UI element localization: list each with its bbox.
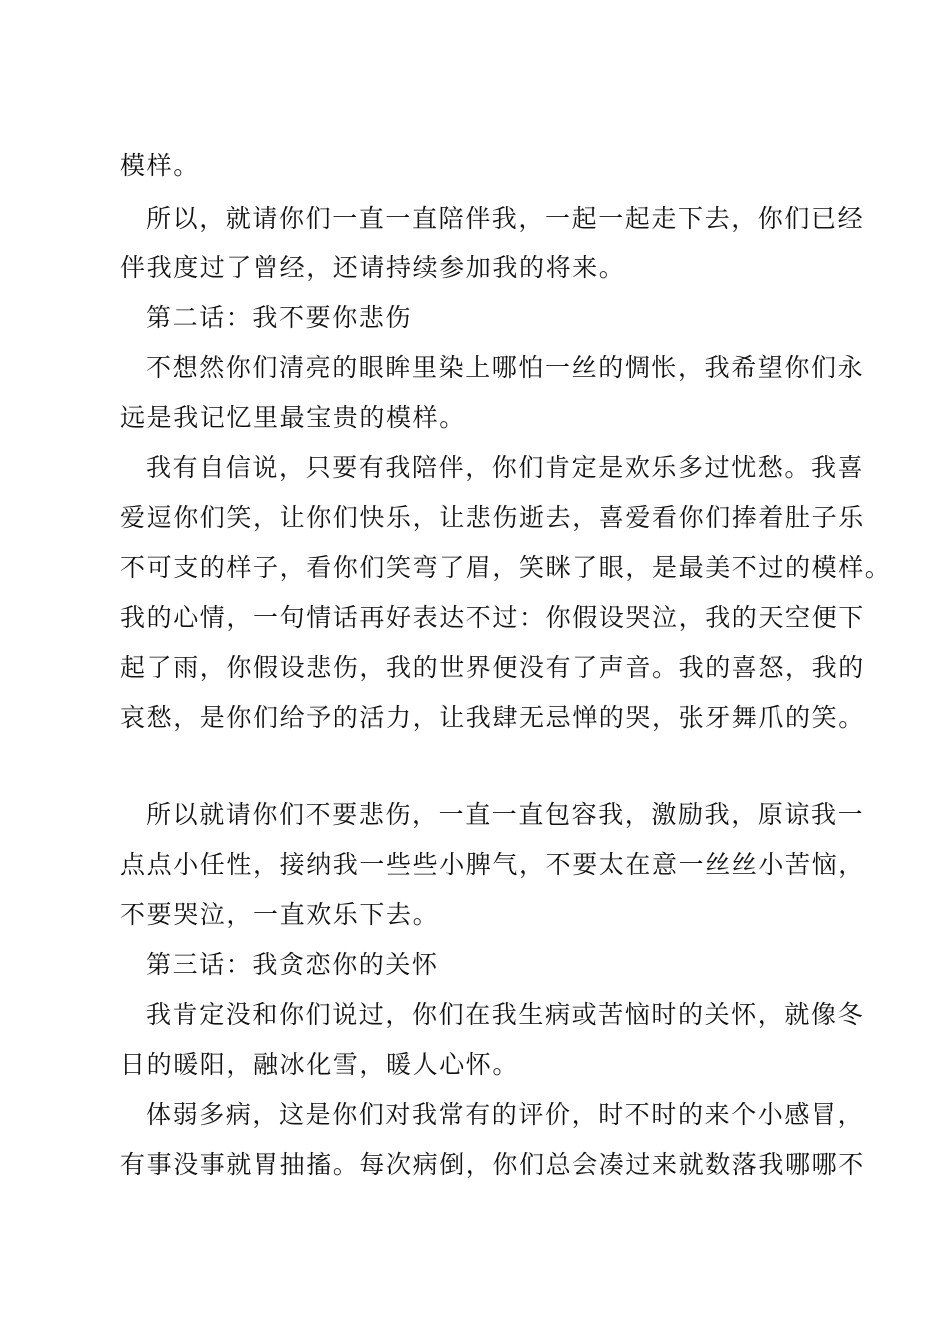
text-line: 我的心情，一句情话再好表达不过：你假设哭泣，我的天空便下 xyxy=(120,603,865,632)
text-line: 有事没事就胃抽搐。每次病倒，你们总会凑过来就数落我哪哪不 xyxy=(120,1150,865,1179)
text-line: 不可支的样子，看你们笑弯了眉，笑眯了眼，是最美不过的模样。 xyxy=(120,553,892,582)
section-heading: 第三话：我贪恋你的关怀 xyxy=(146,950,439,979)
text-line: 日的暖阳，融冰化雪，暖人心怀。 xyxy=(120,1050,520,1079)
text-line: 哀愁，是你们给予的活力，让我肆无忌惮的哭，张牙舞爪的笑。 xyxy=(120,703,865,732)
section-heading: 第二话：我不要你悲伤 xyxy=(146,303,413,332)
text-line: 不想然你们清亮的眼眸里染上哪怕一丝的惆怅，我希望你们永 xyxy=(146,353,865,382)
text-line: 我有自信说，只要有我陪伴，你们肯定是欢乐多过忧愁。我喜 xyxy=(146,453,865,482)
text-line: 点点小任性，接纳我一些些小脾气，不要太在意一丝丝小苦恼， xyxy=(120,850,865,879)
text-line: 我肯定没和你们说过，你们在我生病或苦恼时的关怀，就像冬 xyxy=(146,1000,865,1029)
text-line: 爱逗你们笑，让你们快乐，让悲伤逝去，喜爱看你们捧着肚子乐 xyxy=(120,503,865,532)
text-line: 模样。 xyxy=(120,151,200,180)
text-line: 伴我度过了曾经，还请持续参加我的将来。 xyxy=(120,253,626,282)
text-line: 起了雨，你假设悲伤，我的世界便没有了声音。我的喜怒，我的 xyxy=(120,653,865,682)
text-line: 远是我记忆里最宝贵的模样。 xyxy=(120,403,466,432)
text-line: 体弱多病，这是你们对我常有的评价，时不时的来个小感冒， xyxy=(146,1100,865,1129)
text-line: 不要哭泣，一直欢乐下去。 xyxy=(120,900,440,929)
text-line: 所以，就请你们一直一直陪伴我，一起一起走下去，你们已经 xyxy=(146,204,865,233)
text-line: 所以就请你们不要悲伤，一直一直包容我，激励我，原谅我一 xyxy=(146,800,865,829)
